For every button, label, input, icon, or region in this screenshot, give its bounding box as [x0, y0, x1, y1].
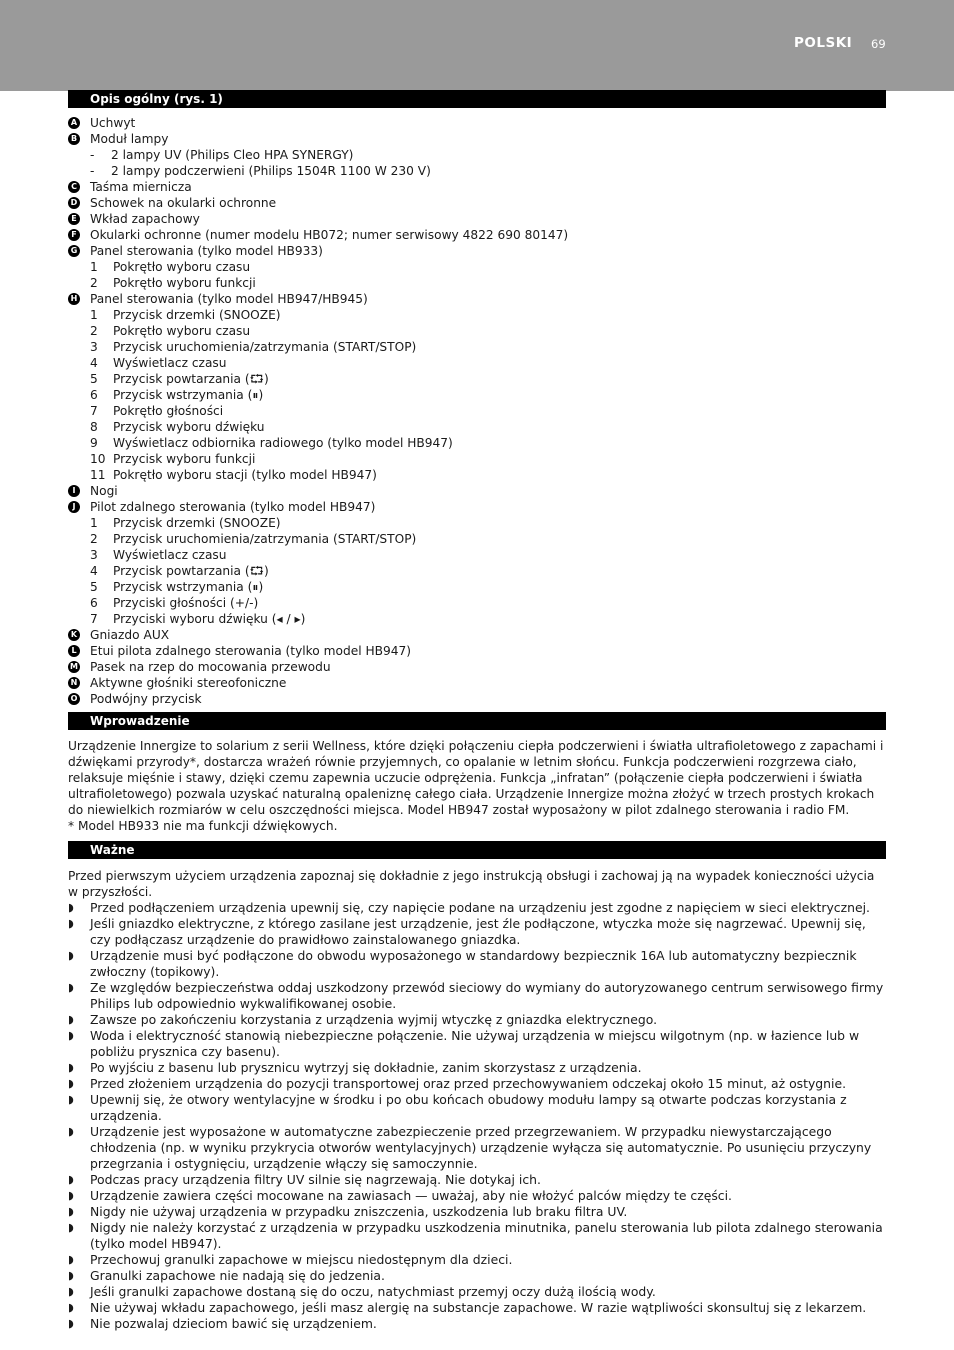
warning-text: Podczas pracy urządzenia filtry UV silnie się nagrzewają. Nie dotykaj ich.: [90, 1172, 541, 1187]
bullet-marker-icon: ◗: [68, 1093, 74, 1106]
letter-badge: F: [68, 229, 80, 241]
bullet-marker-icon: ◗: [68, 981, 74, 994]
overview-subitem: [68, 323, 886, 339]
subitem-text: Wyświetlacz odbiornika radiowego (tylko model HB947): [113, 436, 453, 450]
letter-badge: H: [68, 293, 80, 305]
subitem-marker: 1: [90, 516, 98, 530]
overview-subitem: [68, 467, 886, 483]
bullet-marker-icon: ◗: [68, 949, 74, 962]
subitem-text: Przycisk uruchomienia/zatrzymania (START/STOP): [113, 340, 417, 354]
letter-badge: G: [68, 245, 80, 257]
warning-item: [68, 948, 886, 980]
overview-subitem: [68, 611, 886, 627]
overview-subitem: [68, 435, 886, 451]
warning-item: [68, 1092, 886, 1124]
subitem-marker: 3: [90, 548, 98, 562]
overview-item: [68, 243, 886, 259]
warning-text: Nie pozwalaj dzieciom bawić się urządzeniem.: [90, 1316, 377, 1331]
page-header: [0, 0, 954, 91]
letter-badge: J: [68, 501, 80, 513]
overview-subitem: [68, 275, 886, 291]
subitem-marker: -: [90, 164, 95, 178]
warning-item: [68, 1316, 886, 1332]
warning-item: [68, 1300, 886, 1316]
subitem-text: Wyświetlacz czasu: [113, 548, 227, 562]
overview-subitem: [68, 563, 886, 579]
bullet-marker-icon: ◗: [68, 1077, 74, 1090]
overview-item: [68, 227, 886, 243]
overview-item: [68, 691, 886, 707]
bullet-marker-icon: ◗: [68, 1173, 74, 1186]
language-label: POLSKI: [794, 35, 853, 51]
warning-text: Nie używaj wkładu zapachowego, jeśli masz alergię na substancje zapachowe. W razie wątpliwości skonsultuj się z lekarzem.: [90, 1300, 867, 1315]
overview-subitem: [68, 515, 886, 531]
subitem-marker: -: [90, 148, 95, 162]
letter-badge: I: [68, 485, 80, 497]
overview-item-text: Pasek na rzep do mocowania przewodu: [90, 660, 331, 674]
subitem-text: Przyciski wyboru dźwięku (◂ / ▸): [113, 612, 306, 626]
overview-item-text: Pilot zdalnego sterowania (tylko model HB947): [90, 500, 376, 514]
letter-badge: B: [68, 133, 80, 145]
overview-item: [68, 627, 886, 643]
warning-item: [68, 980, 886, 1012]
subitem-text: Przycisk wyboru funkcji: [113, 452, 256, 466]
subitem-text: Pokrętło głośności: [113, 404, 224, 418]
overview-item-text: Schowek na okularki ochronne: [90, 196, 277, 210]
subitem-text: Przycisk uruchomienia/zatrzymania (START/STOP): [113, 532, 417, 546]
warning-item: [68, 1012, 886, 1028]
subitem-marker: 2: [90, 532, 98, 546]
bullet-marker-icon: ◗: [68, 1285, 74, 1298]
warning-text: Jeśli granulki zapachowe dostaną się do oczu, natychmiast przemyj oczy dużą ilością wody.: [90, 1284, 656, 1299]
subitem-marker: 5: [90, 372, 98, 386]
overview-item-text: Podwójny przycisk: [90, 692, 202, 706]
subitem-marker: 7: [90, 404, 98, 418]
overview-item: [68, 483, 886, 499]
subitem-text: 2 lampy podczerwieni (Philips 1504R 1100 W 230 V): [111, 164, 431, 178]
bullet-marker-icon: ◗: [68, 1301, 74, 1314]
overview-subitem: [68, 259, 886, 275]
overview-item: [68, 659, 886, 675]
warning-text: Urządzenie jest wyposażone w automatyczne zabezpieczenie przed przegrzewaniem. W przypadku niewystarczającego chłodzenia (np. w wyniku przykrycia otworów wentylacyjnych) urządzenie wyłącza się automatycznie. Po usunięciu przyczyny przegrzania i ostygnięciu, urządzenie włączy się samoczynnie.: [90, 1124, 872, 1171]
overview-subitem: [68, 403, 886, 419]
overview-item-text: Okularki ochronne (numer modelu HB072; numer serwisowy 4822 690 80147): [90, 228, 569, 242]
subitem-marker: 11: [90, 468, 106, 482]
subitem-marker: 4: [90, 356, 98, 370]
subitem-marker: 6: [90, 388, 98, 402]
subitem-text: Przyciski głośności (+/-): [113, 596, 259, 610]
overview-subitem: [68, 579, 886, 595]
overview-item: [68, 131, 886, 147]
overview-item-text: Uchwyt: [90, 116, 136, 130]
overview-item: [68, 179, 886, 195]
subitem-text: Pokrętło wyboru czasu: [113, 260, 251, 274]
warning-text: Urządzenie musi być podłączone do obwodu wyposażonego w standardowy bezpiecznik 16A lub automatyczny bezpiecznik zwłoczny (topikowy).: [90, 948, 857, 979]
subitem-text: Przycisk wstrzymania (⏸): [113, 580, 264, 594]
bullet-marker-icon: ◗: [68, 1189, 74, 1202]
warning-text: Przed podłączeniem urządzenia upewnij się, czy napięcie podane na urządzeniu jest zgodne z napięciem w sieci elektrycznej.: [90, 900, 870, 915]
warning-text: Przed złożeniem urządzenia do pozycji transportowej oraz przed przechowywaniem odczekaj około 15 minut, aż ostygnie.: [90, 1076, 847, 1091]
warning-item: [68, 1252, 886, 1268]
bullet-marker-icon: ◗: [68, 1253, 74, 1266]
overview-item-text: Wkład zapachowy: [90, 212, 200, 226]
intro-paragraph: * Model HB933 nie ma funkcji dźwiękowych.: [68, 819, 338, 833]
important-list: [68, 900, 886, 1332]
page-number: 69: [871, 37, 886, 51]
overview-item: [68, 675, 886, 691]
overview-item: [68, 195, 886, 211]
bullet-marker-icon: ◗: [68, 1221, 74, 1234]
subitem-marker: 8: [90, 420, 98, 434]
warning-item: [68, 900, 886, 916]
overview-subitem: [68, 371, 886, 387]
subitem-marker: 3: [90, 340, 98, 354]
subitem-text: Wyświetlacz czasu: [113, 356, 227, 370]
overview-subitem: [68, 531, 886, 547]
overview-subitem: [68, 147, 886, 163]
letter-badge: L: [68, 645, 80, 657]
warning-item: [68, 1060, 886, 1076]
warning-item: [68, 1204, 886, 1220]
subitem-text: Przycisk drzemki (SNOOZE): [113, 516, 281, 530]
overview-subitem: [68, 387, 886, 403]
subitem-text: Przycisk powtarzania (⮔): [113, 372, 269, 386]
subitem-marker: 4: [90, 564, 98, 578]
subitem-text: Przycisk powtarzania (⮔): [113, 564, 269, 578]
subitem-text: Pokrętło wyboru stacji (tylko model HB947): [113, 468, 377, 482]
warning-item: [68, 916, 886, 948]
warning-text: Jeśli gniazdko elektryczne, z którego zasilane jest urządzenie, jest źle podłączone, wtyczka może się nagrzewać. Upewnij się, czy podłączasz urządzenie do prawidłowo zainstalowanego gniazdka.: [90, 916, 866, 947]
section-title-overview: Opis ogólny (rys. 1): [68, 90, 886, 108]
bullet-marker-icon: ◗: [68, 1205, 74, 1218]
subitem-marker: 6: [90, 596, 98, 610]
warning-item: [68, 1124, 886, 1172]
subitem-text: 2 lampy UV (Philips Cleo HPA SYNERGY): [111, 148, 354, 162]
intro-body: [68, 738, 886, 834]
bullet-marker-icon: ◗: [68, 1029, 74, 1042]
letter-badge: M: [68, 661, 80, 673]
overview-subitem: [68, 451, 886, 467]
letter-badge: O: [68, 693, 80, 705]
warning-text: Zawsze po zakończeniu korzystania z urządzenia wyjmij wtyczkę z gniazdka elektrycznego.: [90, 1012, 658, 1027]
page-content: [68, 90, 886, 1332]
warning-text: Urządzenie zawiera części mocowane na zawiasach — uważaj, aby nie włożyć palców między te części.: [90, 1188, 732, 1203]
overview-subitem: [68, 307, 886, 323]
warning-item: [68, 1076, 886, 1092]
subitem-text: Pokrętło wyboru funkcji: [113, 276, 256, 290]
overview-subitem: [68, 163, 886, 179]
overview-item-text: Etui pilota zdalnego sterowania (tylko model HB947): [90, 644, 411, 658]
subitem-marker: 2: [90, 324, 98, 338]
bullet-marker-icon: ◗: [68, 1061, 74, 1074]
subitem-marker: 7: [90, 612, 98, 626]
overview-item: [68, 291, 886, 307]
subitem-marker: 1: [90, 260, 98, 274]
warning-text: Nigdy nie używaj urządzenia w przypadku zniszczenia, uszkodzenia lub braku filtra UV.: [90, 1204, 628, 1219]
overview-item-text: Gniazdo AUX: [90, 628, 170, 642]
overview-subitem: [68, 339, 886, 355]
overview-item-text: Nogi: [90, 484, 118, 498]
subitem-text: Pokrętło wyboru czasu: [113, 324, 251, 338]
overview-subitem: [68, 355, 886, 371]
overview-item: [68, 115, 886, 131]
important-intro: Przed pierwszym użyciem urządzenia zapoznaj się dokładnie z jego instrukcją obsługi i zachowaj ją na wypadek konieczności użycia w przyszłości.: [68, 869, 875, 899]
overview-item: [68, 499, 886, 515]
overview-item-text: Panel sterowania (tylko model HB933): [90, 244, 323, 258]
subitem-marker: 1: [90, 308, 98, 322]
warning-text: Ze względów bezpieczeństwa oddaj uszkodzony przewód sieciowy do wymiany do autoryzowanego centrum serwisowego firmy Philips lub odpowiednio wykwalifikowanej osobie.: [90, 980, 884, 1011]
letter-badge: D: [68, 197, 80, 209]
letter-badge: E: [68, 213, 80, 225]
intro-paragraph: Urządzenie Innergize to solarium z serii Wellness, które dzięki połączeniu ciepła podczerwieni i światła ultrafioletowego z zapachami i dźwiękami przyrody*, dostarcza wrażeń równie przyjemnych, co opalanie w letnim słońcu. Funkcja podczerwieni rozgrzewa ciało, relaksuje mięśnie i stawy, dzięki czemu zapewnia uczucie odprężenia. Funkcja „infratan” (połączenie ciepła podczerwieni i światła ultrafioletowego) pozwala uzyskać naturalną opaleniznę całego ciała. Urządzenie Innergize można złożyć w trzech prostych krokach do niewielkich rozmiarów w celu oszczędności miejsca. Model HB947 został wyposażony w pilot zdalnego sterowania i radio FM.: [68, 739, 884, 817]
subitem-text: Przycisk wstrzymania (⏸): [113, 388, 264, 402]
overview-item: [68, 643, 886, 659]
warning-text: Woda i elektryczność stanowią niebezpieczne połączenie. Nie używaj urządzenia w miejscu wilgotnym (np. w łazience lub w pobliżu prysznica czy basenu).: [90, 1028, 860, 1059]
bullet-marker-icon: ◗: [68, 1269, 74, 1282]
section-title-intro: Wprowadzenie: [68, 712, 886, 730]
warning-item: [68, 1268, 886, 1284]
overview-item-text: Panel sterowania (tylko model HB947/HB945): [90, 292, 368, 306]
bullet-marker-icon: ◗: [68, 917, 74, 930]
warning-text: Upewnij się, że otwory wentylacyjne w środku i po obu końcach obudowy modułu lampy są otwarte podczas korzystania z urządzenia.: [90, 1092, 847, 1123]
warning-text: Nigdy nie należy korzystać z urządzenia w przypadku uszkodzenia minutnika, panelu sterowania lub pilota zdalnego sterowania (tylko model HB947).: [90, 1220, 883, 1251]
bullet-marker-icon: ◗: [68, 1013, 74, 1026]
subitem-marker: 9: [90, 436, 98, 450]
overview-subitem: [68, 419, 886, 435]
warning-item: [68, 1220, 886, 1252]
warning-text: Po wyjściu z basenu lub prysznicu wytrzyj się dokładnie, zanim skorzystasz z urządzenia.: [90, 1060, 642, 1075]
letter-badge: C: [68, 181, 80, 193]
subitem-text: Przycisk drzemki (SNOOZE): [113, 308, 281, 322]
overview-item: [68, 211, 886, 227]
overview-item-text: Taśma miernicza: [90, 180, 192, 194]
warning-text: Granulki zapachowe nie nadają się do jedzenia.: [90, 1268, 385, 1283]
warning-item: [68, 1188, 886, 1204]
letter-badge: K: [68, 629, 80, 641]
warning-item: [68, 1172, 886, 1188]
warning-item: [68, 1028, 886, 1060]
subitem-text: Przycisk wyboru dźwięku: [113, 420, 265, 434]
overview-item-text: Moduł lampy: [90, 132, 169, 146]
bullet-marker-icon: ◗: [68, 1317, 74, 1330]
subitem-marker: 5: [90, 580, 98, 594]
warning-item: [68, 1284, 886, 1300]
subitem-marker: 10: [90, 452, 106, 466]
overview-list: [68, 115, 886, 707]
overview-subitem: [68, 547, 886, 563]
letter-badge: A: [68, 117, 80, 129]
warning-text: Przechowuj granulki zapachowe w miejscu niedostępnym dla dzieci.: [90, 1252, 513, 1267]
section-title-important: Ważne: [68, 841, 886, 859]
overview-subitem: [68, 595, 886, 611]
subitem-marker: 2: [90, 276, 98, 290]
bullet-marker-icon: ◗: [68, 901, 74, 914]
overview-item-text: Aktywne głośniki stereofoniczne: [90, 676, 287, 690]
letter-badge: N: [68, 677, 80, 689]
bullet-marker-icon: ◗: [68, 1125, 74, 1138]
